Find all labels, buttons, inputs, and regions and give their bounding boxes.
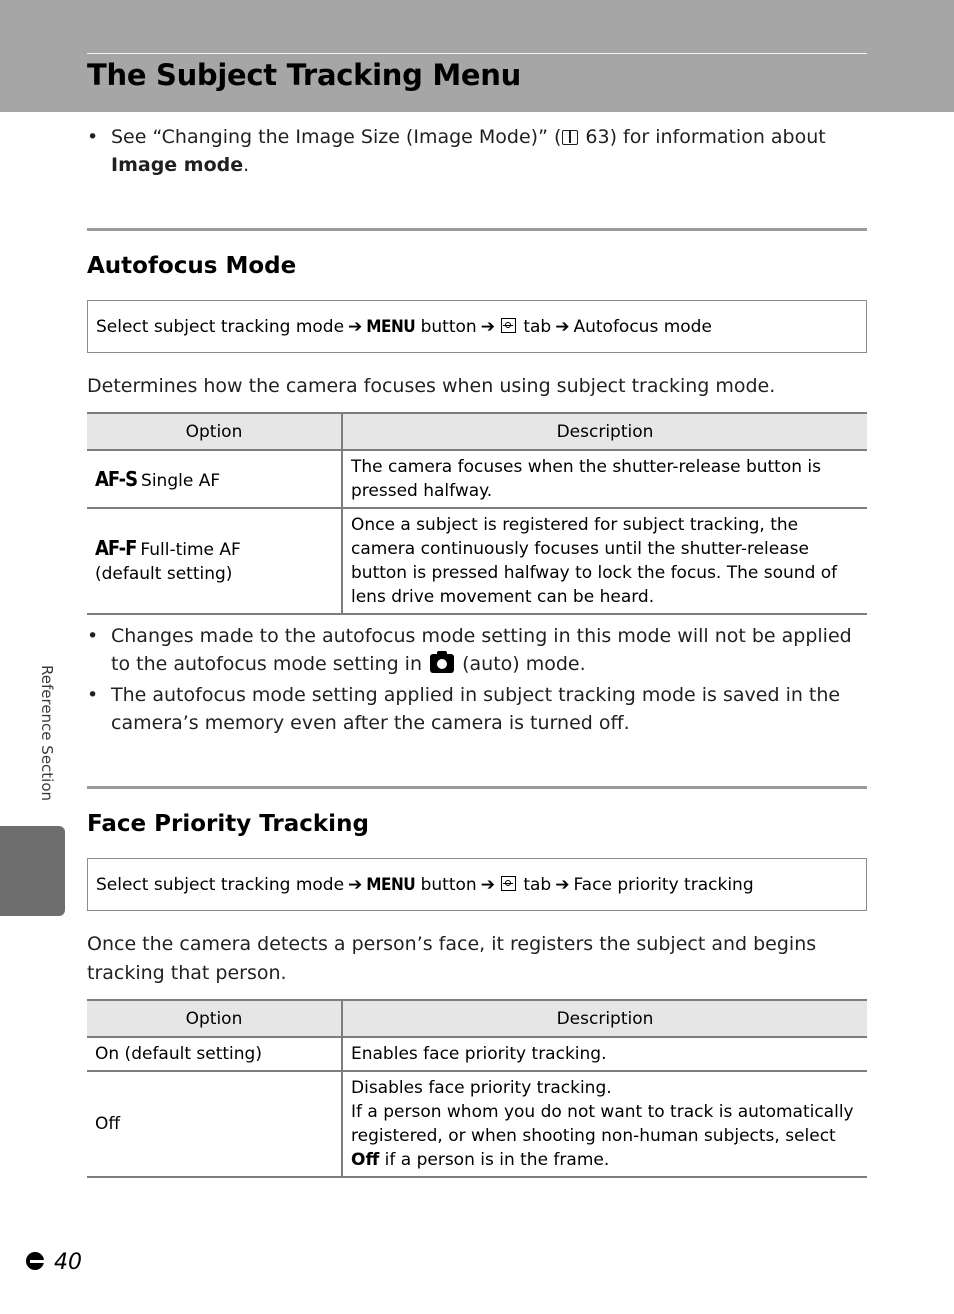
header-band: [0, 0, 954, 112]
side-section-label: Reference Section: [38, 665, 56, 802]
note-text: [111, 622, 867, 678]
path-step-select-mode: Select subject tracking mode: [96, 875, 345, 895]
subject-tracking-tab-icon: [501, 318, 516, 333]
path-step-select-mode: Select subject tracking mode: [96, 317, 345, 337]
note-text-after: (auto) mode.: [462, 653, 586, 675]
column-header-description: Description: [342, 1000, 867, 1037]
option-label: Full-time AF: [140, 540, 241, 560]
table-row: [87, 1071, 867, 1177]
autofocus-options-table: [87, 412, 867, 615]
intro-text-after: ) for information about: [609, 126, 826, 148]
path-final-item: Autofocus mode: [573, 317, 712, 337]
menu-path-box-face-priority: [87, 858, 867, 911]
option-cell: [87, 450, 342, 508]
path-final-item: Face priority tracking: [573, 875, 754, 895]
intro-bold-term: Image mode: [111, 154, 244, 176]
bullet-dot: •: [87, 625, 99, 647]
bullet-dot: •: [87, 684, 99, 706]
description-bold-term: Off: [351, 1150, 380, 1170]
autofocus-note-1: [87, 622, 867, 678]
intro-text-end: .: [243, 154, 250, 176]
autofocus-note-2: [87, 681, 867, 737]
arrow-icon: ➔: [480, 317, 495, 337]
af-s-icon: AF-S: [95, 467, 138, 491]
intro-text-before: See “Changing the Image Size (Image Mode)” (: [111, 126, 562, 148]
side-section-tab: [0, 826, 65, 916]
header-rule: [87, 53, 867, 54]
path-button-word: button: [420, 317, 477, 337]
face-priority-options-table: [87, 999, 867, 1178]
column-header-description: Description: [342, 413, 867, 450]
intro-bullet: [87, 123, 867, 179]
arrow-icon: ➔: [480, 875, 495, 895]
menu-button-glyph: MENU: [366, 875, 416, 895]
description-line: If a person whom you do not want to track is automatically registered, or when shooting non-human subjects, select: [351, 1102, 854, 1146]
option-default-note: (default setting): [95, 564, 233, 584]
section-rule-face-priority: [87, 786, 867, 789]
arrow-icon: ➔: [555, 875, 570, 895]
note-text: The autofocus mode setting applied in subject tracking mode is saved in the camera’s memory even after the camera is turned off.: [111, 684, 841, 734]
page-title: The Subject Tracking Menu: [87, 58, 521, 92]
description-cell: [342, 1071, 867, 1177]
face-priority-description: Once the camera detects a person’s face, it registers the subject and begins tracking that person.: [87, 933, 817, 984]
path-button-word: button: [420, 875, 477, 895]
description-cell: Once a subject is registered for subject tracking, the camera continuously focuses until the shutter-release button is pressed halfway to lock the focus. The sound of lens drive movement can be heard.: [342, 508, 867, 614]
table-row: [87, 1037, 867, 1071]
reference-section-e-icon: [26, 1251, 54, 1271]
option-cell: On (default setting): [87, 1037, 342, 1071]
subject-tracking-tab-icon: [501, 876, 516, 891]
table-row: [87, 508, 867, 614]
table-row: [87, 450, 867, 508]
menu-button-glyph: MENU: [366, 317, 416, 337]
page-number-value: 40: [54, 1250, 82, 1275]
path-tab-word: tab: [523, 317, 552, 337]
table-header-row: [87, 413, 867, 450]
column-header-option: Option: [87, 1000, 342, 1037]
option-cell: [87, 508, 342, 614]
description-line-end: if a person is in the frame.: [384, 1150, 610, 1170]
section-rule-autofocus: [87, 228, 867, 231]
book-reference-icon: [562, 130, 578, 145]
description-cell: Enables face priority tracking.: [342, 1037, 867, 1071]
camera-auto-icon: [430, 654, 454, 673]
path-tab-word: tab: [523, 875, 552, 895]
option-label: Single AF: [141, 471, 221, 491]
arrow-icon: ➔: [555, 317, 570, 337]
af-f-icon: AF-F: [95, 536, 137, 560]
intro-bullet-text: [111, 123, 867, 179]
section-heading-face-priority: Face Priority Tracking: [87, 811, 369, 837]
intro-page-ref: 63: [585, 126, 610, 148]
column-header-option: Option: [87, 413, 342, 450]
option-cell: Off: [87, 1071, 342, 1177]
description-line: Disables face priority tracking.: [351, 1078, 612, 1098]
menu-path-box-autofocus: [87, 300, 867, 353]
description-cell: The camera focuses when the shutter-release button is pressed halfway.: [342, 450, 867, 508]
arrow-icon: ➔: [348, 875, 363, 895]
table-header-row: [87, 1000, 867, 1037]
note-text-before: Changes made to the autofocus mode setting in this mode will not be applied to the autofocus mode setting in: [111, 625, 852, 675]
page-number: [26, 1250, 82, 1275]
arrow-icon: ➔: [348, 317, 363, 337]
bullet-dot: •: [87, 126, 99, 148]
autofocus-description: Determines how the camera focuses when using subject tracking mode.: [87, 375, 776, 397]
section-heading-autofocus: Autofocus Mode: [87, 253, 297, 279]
